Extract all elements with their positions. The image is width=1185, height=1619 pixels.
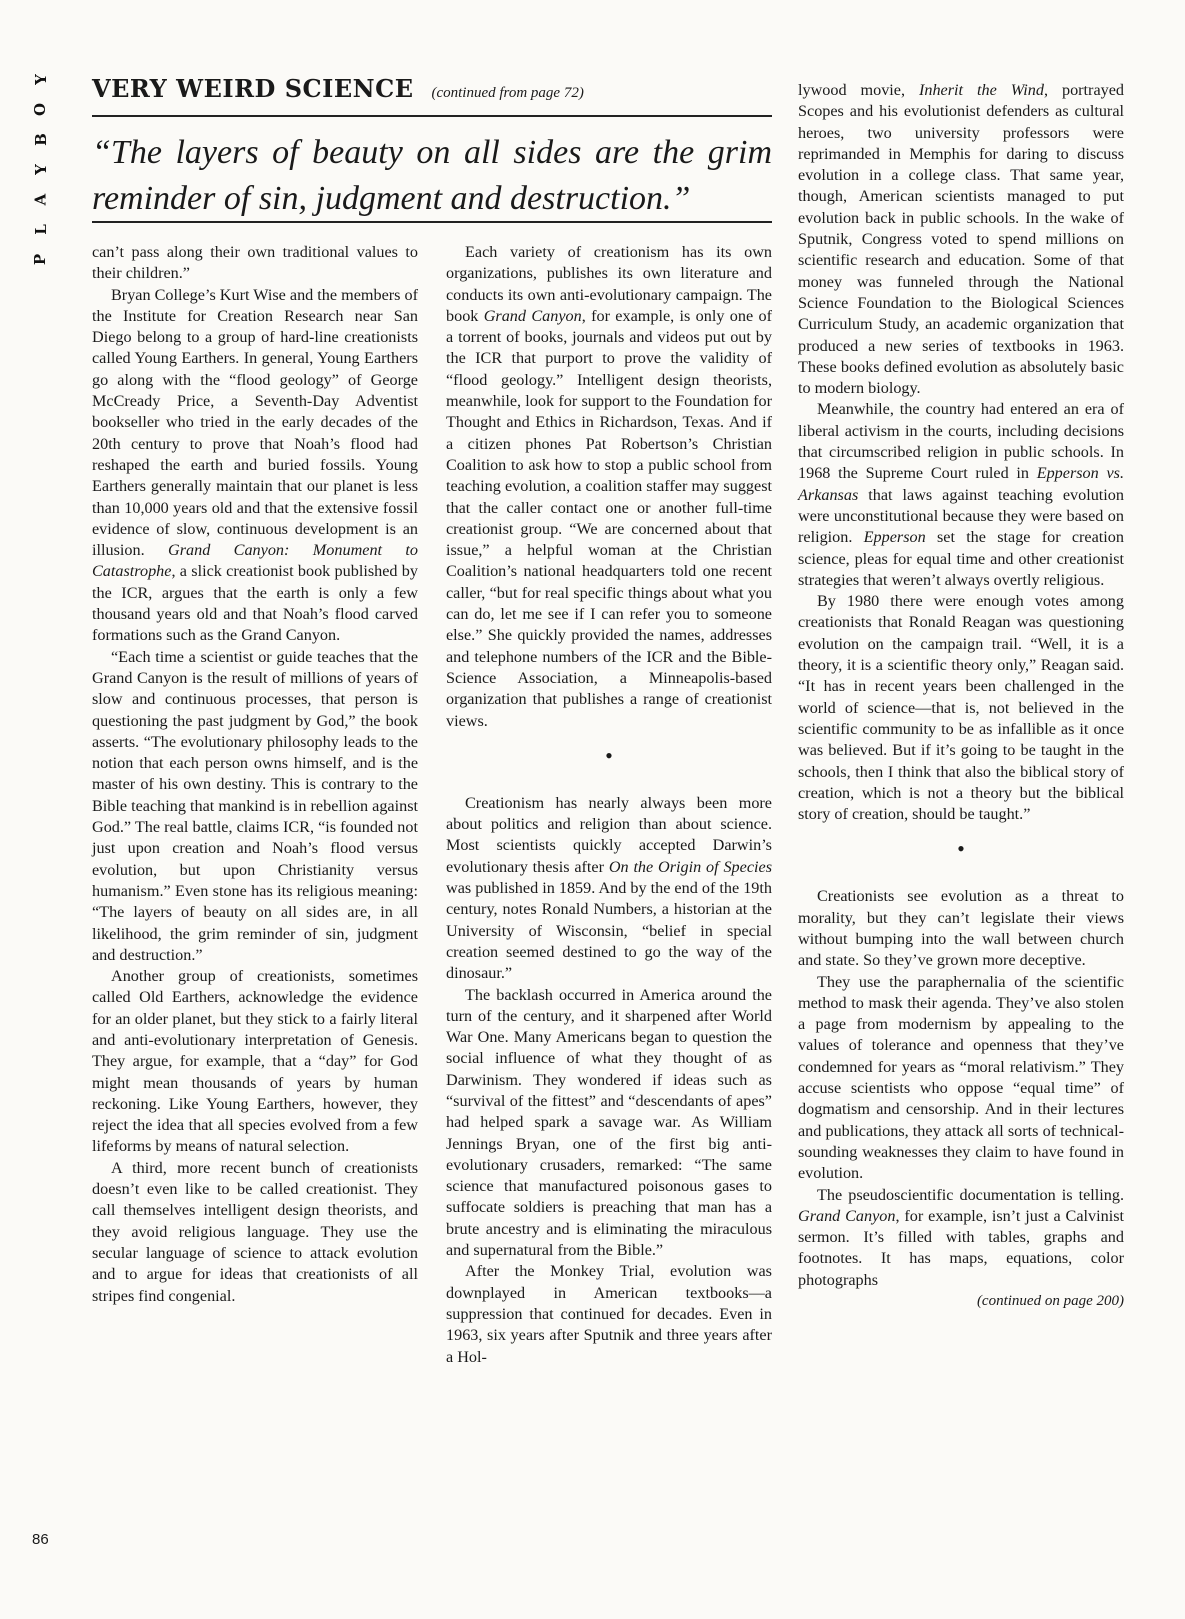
paragraph: lywood movie, Inherit the Wind, portrayed Scopes and his evolutionist defenders as cultural heroes, two university professors were reprimanded in Memphis for daring to discuss evolution in a college class. That same year, though, American scientists managed to put evolution back in public schools. In the wake of Sputnik, Congress voted to spend millions on scientific research and education. Some of that money was funneled through the National Science Foundation to the Biological Sciences Curriculum Study, an academic organization that produced a new series of textbooks in 1963. These books defined evolution as absolutely basic to modern biology. xyxy=(798,81,1125,398)
sidebar-letter: P xyxy=(31,253,50,266)
section-divider-bullet: • xyxy=(957,836,965,862)
continued-from-note: (continued from page 72) xyxy=(431,85,584,101)
paragraph: They use the paraphernalia of the scientific method to mask their agenda. They’ve also stolen a page from modernism by appealing to the values of tolerance and openness that they’ve condemned for years as “moral relativism.” They accuse scientists who oppose “equal time” of dogmatism and censorship. And in their lectures and publications, they attack all sorts of technical-sounding weaknesses they claim to have found in evolution. xyxy=(798,972,1124,1183)
continued-on-note: (continued on page 200) xyxy=(976,1293,1124,1310)
book-title: Grand Canyon xyxy=(483,306,582,325)
book-title: Grand Canyon: Monument to Catastrophe xyxy=(92,541,419,581)
paragraph: can’t pass along their own traditional values to their children.” xyxy=(92,243,418,283)
paragraph: Creationists see evolution as a threat to morality, but they can’t legislate their views without bumping into the wall between church and state. So they’ve grown more deceptive. xyxy=(798,887,1124,970)
sidebar-letter: Y xyxy=(31,164,50,175)
sidebar-letter: O xyxy=(31,102,50,117)
paragraph: Creationism has nearly always been more about politics and religion than about science. Most scientists quickly accepted Darwin’s evolutionary thesis after On the Origin of Species was published in 1859. And by the end of the 19th century, notes Ronald Numbers, a historian at the University of Wisconsin, “belief in special creation seemed destined to go the way of the dinosaur.” xyxy=(446,793,772,983)
sidebar-letter: L xyxy=(31,224,50,235)
article-column-3 xyxy=(798,80,1124,1311)
header-rule xyxy=(92,115,772,117)
paragraph: “Each time a scientist or guide teaches that the Grand Canyon is the result of millions of years of slow and continuous processes, that person is questioning the past judgment by God,” the book asserts. “The evolutionary philosophy leads to the notion that each person owns himself, and is the master of his own destiny. This is contrary to the Bible teaching that mankind is in rebellion against God.” The real battle, claims ICR, “is founded not just upon creation and Noah’s flood versus evolution, but upon Christianity versus humanism.” Even stone has its religious meaning: “The layers of beauty on all sides are, in all likelihood, the grim reminder of sin, judgment and destruction.” xyxy=(92,647,418,964)
case-name: Epperson vs. Arkansas xyxy=(798,464,1124,504)
sidebar-letter: A xyxy=(31,193,50,206)
book-title: Grand Canyon xyxy=(798,1206,896,1225)
page-number: 86 xyxy=(32,1531,49,1548)
pull-quote: “The layers of beauty on all sides are the grim reminder of sin, judgment and destruction.” xyxy=(92,134,772,217)
article-column-1 xyxy=(92,242,418,1307)
paragraph: Bryan College’s Kurt Wise and the members of the Institute for Creation Research near San Diego belong to a group of hard-line creationists called Young Earthers. In general, Young Earthers go along with the “flood geology” of George McCready Price, a Seventh-Day Adventist bookseller who tried in the early decades of the 20th century to prove that Noah’s flood had reshaped the earth and buried fossils. Young Earthers generally maintain that our planet is less than 10,000 years old and that the extensive fossil evidence of slow, continuous development is an illusion. Grand Canyon: Monument to Catastrophe, a slick creationist book published by the ICR, argues that the earth is only a few thousand years old and that Noah’s flood carved formations such as the Grand Canyon. xyxy=(92,285,419,645)
case-name: Epperson xyxy=(863,528,926,547)
sidebar-letter: B xyxy=(31,133,50,146)
paragraph: By 1980 there were enough votes among creationists that Ronald Reagan was questioning evolution on the campaign trail. “Well, it is a theory, it is a scientific theory only,” Reagan said. “It has in recent years been challenged in the world of science—that is, not believed in the scientific community to be as infallible as it once was believed. But if it’s going to be taught in the schools, then I think that also the biblical story of creation, which is not a theory but the biblical story of creation, should be taught.” xyxy=(798,592,1124,824)
magazine-sidebar-label xyxy=(30,72,52,267)
paragraph: Another group of creationists, sometimes called Old Earthers, acknowledge the evidence for an older planet, but they stick to a fairly literal and anti-evolutionary interpretation of Genesis. They argue, for example, that a “day” for God might mean thousands of years by human reckoning. Like Young Earthers, however, they reject the idea that all species evolved from a few lifeforms by means of natural selection. xyxy=(92,967,418,1156)
section-divider-bullet: • xyxy=(605,742,613,768)
article-column-2 xyxy=(446,242,772,1368)
paragraph: The backlash occurred in America around the turn of the century, and it sharpened after World War One. Many Americans began to question the social influence of what they thought of as Darwinism. They wondered if ideas such as “survival of the fittest” and “descendants of apes” had helped spark a savage war. As William Jennings Bryan, one of the first big anti-evolutionary crusaders, remarked: “The same science that manufactured poisonous gases to suffocate soldiers is preaching that man has a brute ancestry and is eliminating the miraculous and supernatural from the Bible.” xyxy=(446,985,772,1260)
paragraph: Each variety of creationism has its own organizations, publishes its own literature and conducts its own anti-evolutionary campaign. The book Grand Canyon, for example, is only one of a torrent of books, journals and videos put out by the ICR that purport to prove the validity of “flood geology.” Intelligent design theorists, meanwhile, look for support to the Foundation for Thought and Ethics in Richardson, Texas. And if a citizen phones Pat Robertson’s Christian Coalition to ask how to stop a public school from teaching evolution, a coalition staffer may suggest that the caller contact one or another full-time creationist group. “We are concerned about that issue,” a helpful woman at the Christian Coalition’s national headquarters told one recent caller, “but for real specific things about what you can do, let me see if I can refer you to someone else.” She quickly provided the names, addresses and telephone numbers of the ICR and the Bible-Science Association, a Minneapolis-based organization that publishes a range of creationist views. xyxy=(446,243,772,730)
section-title: VERY WEIRD SCIENCE xyxy=(92,74,414,103)
pull-quote-rule xyxy=(92,221,772,223)
book-title: On the Origin of Species xyxy=(608,857,772,876)
paragraph: The pseudoscientific documentation is telling. Grand Canyon, for example, isn’t just a Calvinist sermon. It’s filled with tables, graphs and footnotes. It has maps, equations, color photographs xyxy=(798,1185,1124,1289)
sidebar-letter: Y xyxy=(31,74,50,85)
paragraph: After the Monkey Trial, evolution was downplayed in American textbooks—a suppression that continued for decades. Even in 1963, six years after Sputnik and three years after a Hol- xyxy=(446,1262,772,1366)
paragraph: Meanwhile, the country had entered an era of liberal activism in the courts, including decisions that circumscribed religion in public schools. In 1968 the Supreme Court ruled in Epperson vs. Arkansas that laws against teaching evolution were unconstitutional because they were based on religion. Epperson set the stage for creation science, pleas for equal time and other creationist strategies that weren’t always overtly religious. xyxy=(798,400,1124,589)
article-header xyxy=(92,74,772,103)
movie-title: Inherit the Wind xyxy=(918,81,1044,99)
paragraph: A third, more recent bunch of creationists doesn’t even like to be called creationist. They call themselves intelligent design theorists, and they avoid religious language. They use the secular language of science to attack evolution and to argue for ideas that creationists of all stripes find congenial. xyxy=(92,1158,418,1305)
